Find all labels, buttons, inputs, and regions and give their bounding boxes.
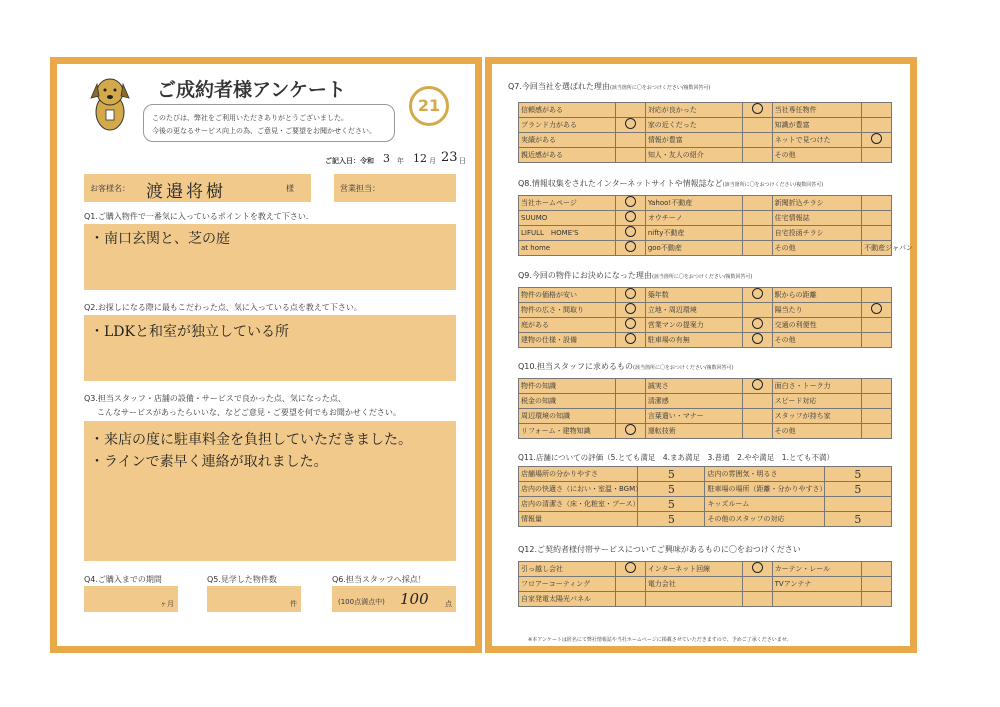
check-cell[interactable] [742,577,772,592]
check-cell[interactable] [615,592,645,607]
check-cell[interactable] [862,409,892,424]
check-cell[interactable] [862,148,892,163]
survey-row [519,512,892,527]
circle-mark-icon [625,241,636,252]
score-cell[interactable]: 5 [638,467,705,482]
q11-question: Q11.店舗についての評価（5.とても満足 4.まあ満足 3.普通 2.やや満足 1.とても不満） [518,453,834,462]
survey-row [519,148,892,163]
q2-question: Q2.お探しになる際に最もこだわった点、気に入っている点を教えて下さい。 [84,303,362,312]
option-label: 店内の快適さ（におい・室温・BGM） [519,482,638,497]
survey-row [519,562,892,577]
score-cell[interactable]: 5 [824,512,891,527]
q3-question-line2: こんなサービスがあったらいいな、などご意見・ご要望を何でもお聞かせください。 [97,408,401,417]
check-cell[interactable] [615,196,645,211]
circle-mark-icon [752,318,763,329]
option-label: 実績がある [519,133,616,148]
date-label: ご記入日：令和 [325,157,374,165]
q9-note: (該当箇所に〇をおつけください/複数回答可) [651,274,753,280]
option-label: nifty不動産 [645,226,742,241]
check-cell[interactable] [742,303,772,318]
footer-note: ※本アンケートは匿名にて弊社情報誌や当社ホームページに掲載させていただきますので、予めご了承くださいませ。 [528,637,792,643]
customer-label: お客様名： [90,184,130,193]
option-label: 物件の価格が安い [519,288,616,303]
survey-row [519,394,892,409]
option-label: 店内の雰囲気・明るさ [705,467,824,482]
check-cell[interactable] [615,226,645,241]
option-label [645,592,742,607]
date-day: 23 [441,150,458,165]
q7-table [518,102,892,163]
intro-line-2: 今後の更なるサービス向上の為、ご意見・ご要望をお聞かせください。 [152,127,376,135]
option-label: 家の近くだった [645,118,742,133]
survey-row [519,211,892,226]
option-label: フロアーコーティング [519,577,616,592]
check-cell[interactable] [862,424,892,439]
check-cell[interactable] [742,211,772,226]
check-cell[interactable] [615,333,645,348]
option-label: 建物の仕様・設備 [519,333,616,348]
check-cell[interactable] [742,562,772,577]
option-label: 知識が豊富 [772,118,862,133]
check-cell[interactable] [862,133,892,148]
option-label: カーテン・レール [772,562,862,577]
option-label: 駐車場の有無 [645,333,742,348]
survey-row [519,467,892,482]
survey-row [519,333,892,348]
survey-row [519,318,892,333]
survey-row [519,303,892,318]
circle-mark-icon [752,103,763,114]
check-cell[interactable] [862,196,892,211]
q1-answer: ・南口玄関と、芝の庭 [90,231,230,247]
option-label: 言葉遣い・マナー [645,409,742,424]
survey-front-page [50,57,482,653]
circle-mark-icon [625,303,636,314]
survey-row [519,424,892,439]
check-cell[interactable] [615,303,645,318]
option-label: オウチーノ [645,211,742,226]
circle-mark-icon [625,226,636,237]
option-label: スピード対応 [772,394,862,409]
q4-question: Q4.ご購入までの期間 [84,575,162,584]
q8-text: Q8.情報収集をされたインターネットサイトや情報誌など [518,179,723,188]
q2-answer: ・LDKと和室が独立している所 [90,324,289,340]
q5-unit: 件 [290,600,297,608]
survey-row [519,482,892,497]
circle-mark-icon [752,379,763,390]
check-cell[interactable] [742,226,772,241]
check-cell[interactable] [862,333,892,348]
circle-mark-icon [625,318,636,329]
check-cell[interactable] [615,133,645,148]
survey-back-page [485,57,917,653]
check-cell[interactable] [862,226,892,241]
check-cell[interactable] [615,409,645,424]
century21-logo [409,86,449,126]
staff-field[interactable] [334,174,456,202]
option-label: 店舗場所の分かりやすさ [519,467,638,482]
check-cell[interactable] [615,241,645,256]
check-cell[interactable] [742,103,772,118]
option-label: 情報量 [519,512,638,527]
q7-text: Q7.今回当社を選ばれた理由 [508,82,610,91]
survey-row [519,226,892,241]
survey-row [519,133,892,148]
check-cell[interactable] [615,318,645,333]
option-label: 知人・友人の紹介 [645,148,742,163]
survey-row [519,196,892,211]
check-cell[interactable] [862,379,892,394]
check-cell[interactable] [862,562,892,577]
date-month-unit: 月 [429,157,436,165]
option-label: その他 [772,241,862,256]
q7-note: (該当箇所に〇をおつけください/複数回答可) [609,85,711,91]
survey-row [519,241,892,256]
score-cell[interactable]: 5 [824,467,891,482]
circle-mark-icon [625,196,636,207]
date-day-unit: 日 [459,157,466,165]
q10-text: Q10.担当スタッフに求めるもの [518,362,634,371]
check-cell[interactable] [615,562,645,577]
option-label: 清潔感 [645,394,742,409]
check-cell[interactable] [742,409,772,424]
check-cell[interactable] [615,379,645,394]
circle-mark-icon [625,424,636,435]
check-cell[interactable] [862,103,892,118]
check-cell[interactable] [615,103,645,118]
option-label: その他 [772,148,862,163]
q5-answer-field[interactable] [207,586,301,612]
circle-mark-icon [625,288,636,299]
option-label: 面白さ・トーク力 [772,379,862,394]
date-year-unit: 年 [397,157,404,165]
q6-unit: 点 [445,600,452,608]
staff-label: 営業担当： [340,184,380,193]
check-cell[interactable] [615,394,645,409]
option-label: goo不動産 [645,241,742,256]
option-label: 運転技術 [645,424,742,439]
check-cell[interactable] [615,577,645,592]
circle-mark-icon [871,133,882,144]
option-label: 親近感がある [519,148,616,163]
option-label: 周辺環境の知識 [519,409,616,424]
option-label: 誠実さ [645,379,742,394]
option-label: LIFULL HOME'S [519,226,616,241]
check-cell[interactable]: 不動産ジャパン [862,241,892,256]
check-cell[interactable] [742,424,772,439]
logo-text: 21 [417,96,441,115]
option-label: リフォーム・建物知識 [519,424,616,439]
circle-mark-icon [752,562,763,573]
customer-name: 渡邉将樹 [146,182,226,202]
survey-row [519,409,892,424]
option-label: 駅からの距離 [772,288,862,303]
check-cell[interactable] [742,379,772,394]
survey-row [519,592,892,607]
survey-row [519,103,892,118]
q10-table [518,378,892,439]
option-label: 新聞折込チラシ [772,196,862,211]
circle-mark-icon [625,118,636,129]
q11-table [518,466,892,527]
customer-name-field[interactable] [84,174,311,202]
q8-table [518,195,914,256]
option-label: 交通の利便性 [772,318,862,333]
option-label: 対応が良かった [645,103,742,118]
q8-question [518,178,823,189]
score-cell[interactable]: 5 [638,482,705,497]
check-cell[interactable] [742,318,772,333]
circle-mark-icon [752,333,763,344]
option-label: キッズルーム [705,497,824,512]
circle-mark-icon [625,562,636,573]
check-cell[interactable] [742,241,772,256]
customer-suffix: 様 [286,184,294,193]
option-label: 自家発電太陽光パネル [519,592,616,607]
option-label: 税金の知識 [519,394,616,409]
q4-answer-field[interactable] [84,586,178,612]
check-cell[interactable] [615,424,645,439]
check-cell[interactable] [862,288,892,303]
option-label: 当社ホームページ [519,196,616,211]
check-cell[interactable] [742,148,772,163]
option-label: インターネット回線 [645,562,742,577]
q10-note: (該当箇所に〇をおつけください/複数回答可) [633,365,734,371]
circle-mark-icon [625,333,636,344]
check-cell[interactable] [862,394,892,409]
check-cell[interactable] [742,288,772,303]
option-label: スタッフが持ち家 [772,409,862,424]
check-cell[interactable] [742,118,772,133]
q1-answer-field[interactable] [84,224,456,290]
q1-question: Q1.ご購入物件で一番気に入っているポイントを教えて下さい. [84,212,309,221]
check-cell[interactable] [615,148,645,163]
intro-line-1: このたびは、弊社をご利用いただきありがとうございました。 [152,114,348,122]
q6-question: Q6.担当スタッフへ採点！ [332,575,426,584]
check-cell[interactable] [742,592,772,607]
option-label: その他 [772,424,862,439]
circle-mark-icon [871,303,882,314]
circle-mark-icon [625,211,636,222]
survey-row [519,497,892,512]
check-cell[interactable] [742,133,772,148]
q5-question: Q5.見学した物件数 [207,575,277,584]
option-label: 信頼感がある [519,103,616,118]
q9-question [518,270,752,281]
option-label: 庭がある [519,318,616,333]
q3-answer-field[interactable] [84,421,456,561]
q6-score: 100 [400,590,429,608]
check-cell[interactable] [862,318,892,333]
option-label: 立地・周辺環境 [645,303,742,318]
option-label: SUUMO [519,211,616,226]
option-label: その他のスタッフの対応 [705,512,824,527]
option-label: 住宅情報誌 [772,211,862,226]
option-label: 営業マンの提案力 [645,318,742,333]
q6-answer-field[interactable] [332,586,456,612]
option-label: 陽当たり [772,303,862,318]
option-label: at home [519,241,616,256]
q4-unit: ヶ月 [160,600,174,608]
check-cell[interactable] [862,577,892,592]
q8-note: (該当箇所に〇をおつけください/複数回答可) [722,182,824,188]
check-cell[interactable] [862,211,892,226]
option-label: 物件の知識 [519,379,616,394]
option-label: 駐車場の場所（距離・分かりやすさ） [705,482,824,497]
q12-question: Q12.ご契約者様付帯サービスについてご興味があるものに〇をおつけください [518,545,801,554]
score-cell[interactable]: 5 [638,512,705,527]
score-cell[interactable]: 5 [638,497,705,512]
circle-mark-icon [752,288,763,299]
q2-answer-field[interactable] [84,315,456,381]
q7-question [508,81,710,92]
check-cell[interactable] [742,333,772,348]
survey-row [519,118,892,133]
option-label: 築年数 [645,288,742,303]
check-cell[interactable] [742,394,772,409]
page-title: ご成約者様アンケート [157,79,346,101]
date-year: 3 [383,152,390,165]
check-cell[interactable] [615,288,645,303]
option-label: ネットで見つけた [772,133,862,148]
option-label: 電力会社 [645,577,742,592]
check-cell[interactable] [615,211,645,226]
intro-bubble [143,104,395,142]
option-label: 当社専任物件 [772,103,862,118]
option-label: 店内の清潔さ（床・化粧室・ブース） [519,497,638,512]
option-label [772,592,862,607]
survey-row [519,288,892,303]
q3-answer-line2: ・ラインで素早く連絡が取れました。 [90,454,328,470]
option-label: その他 [772,333,862,348]
q10-question [518,361,734,372]
check-cell[interactable] [862,303,892,318]
option-label: 物件の広さ・間取り [519,303,616,318]
date-month: 12 [413,152,427,165]
option-label: Yahoo!不動産 [645,196,742,211]
check-cell[interactable] [862,592,892,607]
check-cell[interactable] [742,196,772,211]
option-label: ブランド力がある [519,118,616,133]
q12-table [518,561,892,607]
check-cell[interactable] [862,118,892,133]
dog-mascot-icon [85,72,135,134]
option-label: 情報が豊富 [645,133,742,148]
option-label: TVアンテナ [772,577,862,592]
check-cell[interactable] [615,118,645,133]
survey-row [519,577,892,592]
q9-text: Q9.今回の物件にお決めになった理由 [518,271,652,280]
q3-answer-line1: ・来店の度に駐車料金を負担していただきました。 [90,432,412,448]
score-cell[interactable]: 5 [824,482,891,497]
q6-note: (100点満点中) [338,598,385,606]
score-cell[interactable] [824,497,891,512]
q9-table [518,287,892,348]
option-label: 引っ越し会社 [519,562,616,577]
option-label: 自宅投函チラシ [772,226,862,241]
survey-row [519,379,892,394]
q3-question-line1: Q3.担当スタッフ・店舗の設備・サービスで良かった点、気になった点、 [84,394,346,403]
